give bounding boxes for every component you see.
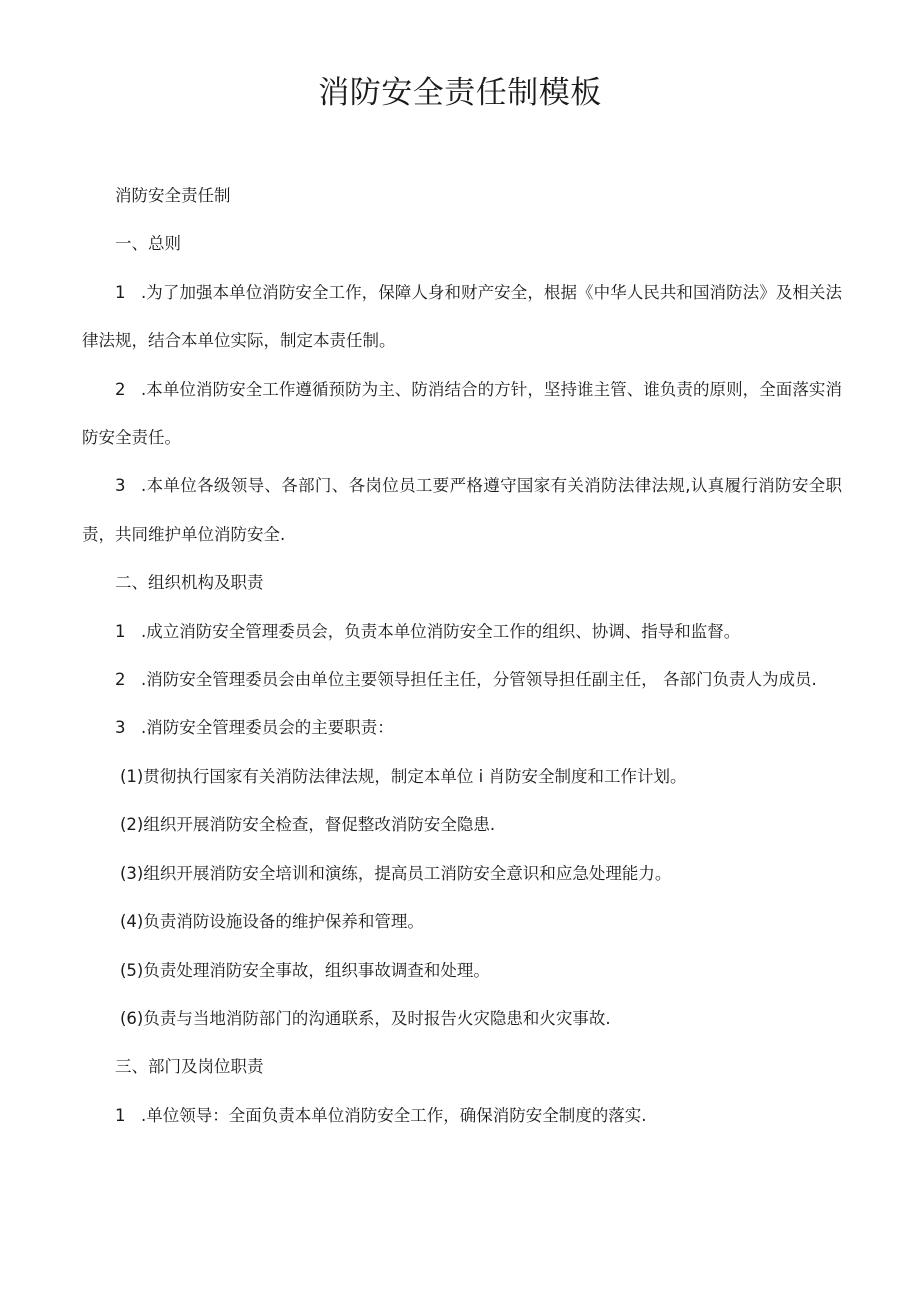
general-item-3 — [82, 462, 842, 559]
item-text: .为了加强本单位消防安全工作，保障人身和财产安全，根据《中华人民共和国消防法》及相关法律法规，结合本单位实际，制定本责任制。 — [82, 282, 842, 351]
duty-item-4: (4)负责消防设施设备的维护保养和管理。 — [120, 912, 424, 932]
organization-item-2 — [82, 656, 842, 704]
item-text: .单位领导：全面负责本单位消防安全工作，确保消防安全制度的落实. — [141, 1105, 647, 1125]
section-heading-general: 一、总则 — [115, 234, 181, 254]
duty-item-5: (5)负责处理消防安全事故，组织事故调查和处理。 — [120, 960, 490, 980]
item-number: 1 — [115, 282, 126, 302]
document-subtitle: 消防安全责任制 — [115, 186, 231, 205]
item-number: 1 — [115, 1105, 126, 1125]
department-item-1 — [82, 1092, 842, 1140]
document-body — [82, 172, 842, 1140]
section-heading-organization: 二、组织机构及职责 — [115, 573, 264, 593]
duty-item-3: (3)组织开展消防安全培训和演练，提高员工消防安全意识和应急处理能力。 — [120, 863, 672, 883]
general-item-1 — [82, 269, 842, 366]
organization-item-3 — [82, 704, 842, 752]
item-text: .本单位消防安全工作遵循预防为主、防消结合的方针，坚持谁主管、谁负责的原则，全面落实消防安全责任。 — [82, 379, 842, 448]
item-number: 3 — [115, 718, 126, 738]
duty-item-2: (2)组织开展消防安全检查，督促整改消防安全隐患. — [120, 815, 496, 835]
duty-item-1: (1)贯彻执行国家有关消防法律法规，制定本单位 i 肖防安全制度和工作计划。 — [120, 766, 687, 786]
item-number: 2 — [115, 670, 126, 690]
item-text: .本单位各级领导、各部门、各岗位员工要严格遵守国家有关消防法律法规,认真履行消防安全职责，共同维护单位消防安全. — [82, 476, 842, 544]
general-item-2 — [82, 366, 842, 463]
item-number: 3 — [115, 476, 126, 496]
item-number: 2 — [115, 379, 126, 399]
organization-item-1 — [82, 608, 842, 656]
item-text: .成立消防安全管理委员会，负责本单位消防安全工作的组织、协调、指导和监督。 — [141, 621, 741, 641]
item-text: .消防安全管理委员会的主要职责： — [141, 718, 394, 738]
item-number: 1 — [115, 621, 126, 641]
document-title: 消防安全责任制模板 — [318, 75, 602, 111]
item-text: .消防安全管理委员会由单位主要领导担任主任，分管领导担任副主任， 各部门负责人为成员. — [141, 670, 817, 690]
duty-item-6: (6)负责与当地消防部门的沟通联系，及时报告火灾隐患和火灾事故. — [120, 1008, 611, 1028]
section-heading-departments: 三、部门及岗位职责 — [115, 1057, 264, 1077]
